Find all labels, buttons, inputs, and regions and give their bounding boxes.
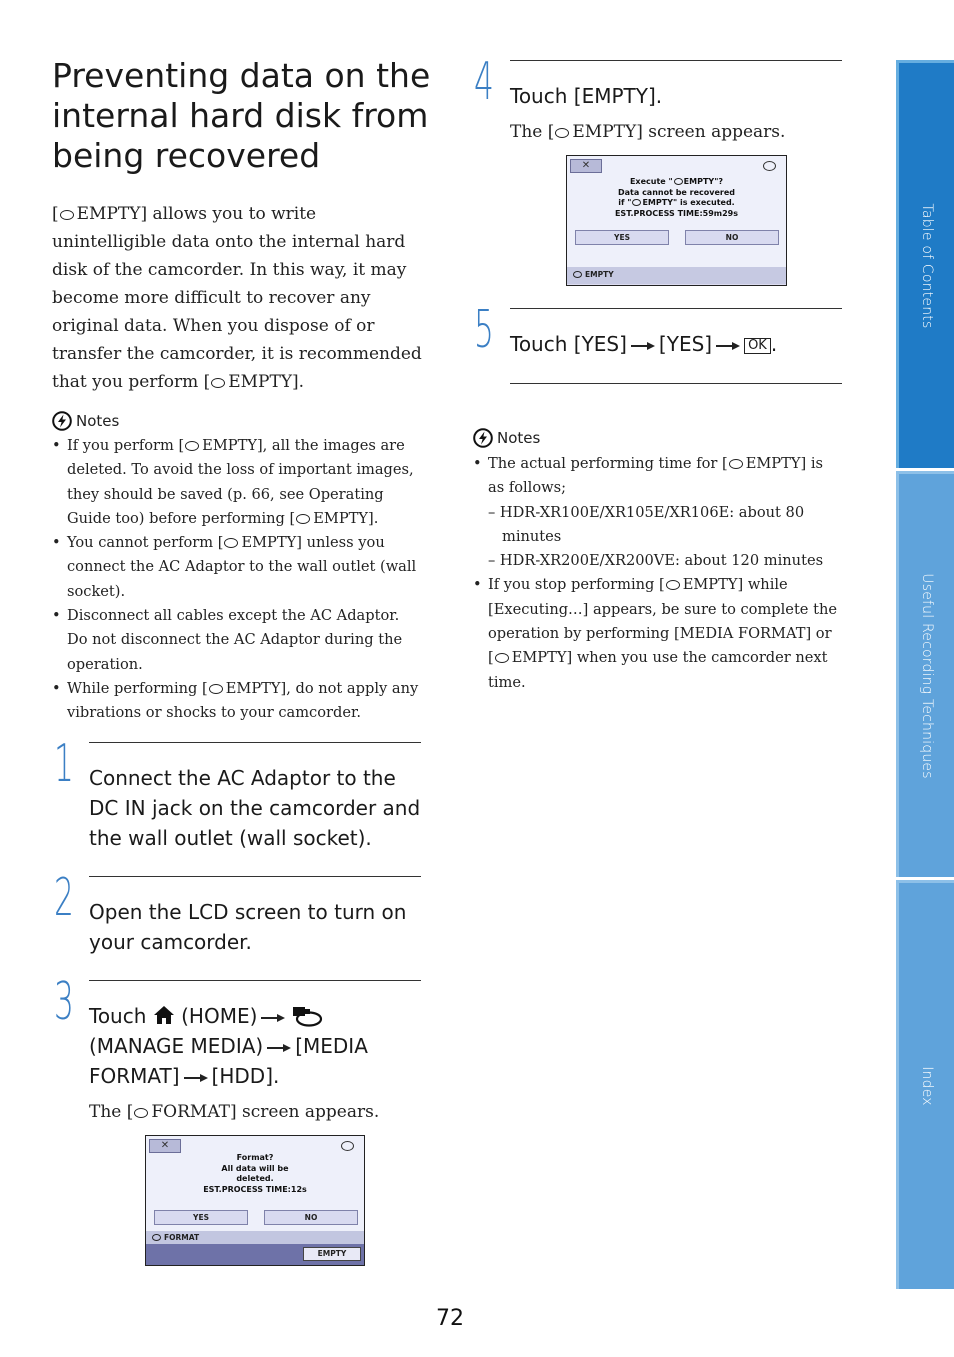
no-button: NO [685, 230, 779, 245]
note-subitem: – HDR-XR100E/XR105E/XR106E: about 80 minutes [488, 503, 805, 545]
manage-media-icon [289, 1005, 323, 1027]
step-4-sub: The [ EMPTY] screen appears. [510, 122, 786, 142]
tab-useful-recording-techniques[interactable] [896, 471, 954, 877]
hdd-icon [134, 1108, 148, 1118]
step-number: 1 [54, 734, 74, 794]
arrow-icon [716, 342, 740, 350]
note-item: • You cannot perform [ EMPTY] unless you connect the AC Adaptor to the wall outlet (wall socket). [52, 531, 420, 604]
arrow-icon [631, 342, 655, 350]
screen-message: Format? All data will be deleted. EST.PROCESS TIME:12s [203, 1153, 307, 1194]
step-divider [89, 980, 421, 981]
intro-paragraph [52, 200, 422, 396]
tab-table-of-contents[interactable] [896, 60, 954, 468]
screen-message: Execute " EMPTY"? Data cannot be recovered if " EMPTY" is executed. EST.PROCESS TIME:59m29s [614, 177, 739, 218]
arrow-icon [261, 1014, 285, 1022]
notes-heading [473, 428, 540, 448]
step-number: 4 [474, 52, 494, 112]
tab-label: Useful Recording Techniques [918, 572, 935, 779]
tab-label: Table of Contents [918, 203, 935, 328]
intro-text: EMPTY]. [228, 372, 305, 392]
step-number: 2 [54, 868, 74, 928]
hdd-icon [224, 538, 238, 548]
yes-button: YES [575, 230, 669, 245]
empty-button: EMPTY [303, 1247, 361, 1261]
hdd-icon [296, 514, 310, 524]
tab-label: Index [918, 1066, 935, 1106]
arrow-icon [267, 1044, 291, 1052]
notes-heading [52, 411, 119, 431]
hdd-icon [555, 128, 569, 138]
title-line: being recovered [52, 136, 321, 175]
screen-status-bar: FORMAT [146, 1231, 364, 1244]
caution-icon [52, 411, 72, 431]
hdd-icon [60, 210, 74, 220]
step-divider [510, 383, 842, 384]
notes-label: Notes [76, 412, 120, 430]
screen-status-bar: EMPTY [567, 267, 786, 284]
notes-list [473, 452, 838, 695]
tab-index[interactable] [896, 880, 954, 1289]
hdd-icon [341, 1141, 354, 1151]
format-screen-image [145, 1135, 365, 1266]
hdd-icon [666, 580, 680, 590]
note-item: • The actual performing time for [ EMPTY] is as follows; – HDR-XR100E/XR105E/XR106E: about 80 minutes – HDR-XR200E/XR200VE: about 120 minutes [473, 452, 838, 573]
notes-label: Notes [497, 429, 541, 447]
title-line: Preventing data on the [52, 56, 431, 95]
note-item: • While performing [ EMPTY], do not apply any vibrations or shocks to your camcorder. [52, 677, 420, 726]
hdd-icon [729, 459, 743, 469]
step-3-text: Touch (HOME) (MANAGE MEDIA) [MEDIA FORMAT] [HDD]. [89, 1004, 368, 1088]
note-item: • Disconnect all cables except the AC Adaptor. Do not disconnect the AC Adaptor during the operation. [52, 604, 420, 677]
ok-button-icon: OK [744, 338, 771, 354]
step-number: 3 [54, 972, 74, 1032]
step-2-text: Open the LCD screen to turn on your camcorder. [89, 900, 407, 954]
step-divider [89, 876, 421, 877]
step-number: 5 [474, 300, 494, 360]
step-divider [510, 308, 842, 309]
hdd-icon [763, 161, 776, 171]
title-line: internal hard disk from [52, 96, 429, 135]
close-icon: ✕ [149, 1139, 181, 1153]
step-5-text: Touch [YES] [YES] OK . [510, 332, 778, 356]
caution-icon [473, 428, 493, 448]
intro-text: EMPTY] allows you to write unintelligible data onto the internal hard disk of the camcorder. In this way, it may become more difficult to recover any original data. When you dispose of or transfer the camcorder, it is recommended that you perform [ [52, 204, 422, 392]
step-1-text: Connect the AC Adaptor to the DC IN jack on the camcorder and the wall outlet (wall socket). [89, 766, 421, 850]
home-icon [153, 1005, 175, 1025]
note-item: • If you stop performing [ EMPTY] while [Executing…] appears, be sure to complete the operation by performing [MEDIA FORMAT] or [ EMPTY] when you use the camcorder next time. [473, 573, 838, 694]
step-4-text: Touch [EMPTY]. [510, 84, 663, 108]
yes-button: YES [154, 1210, 248, 1225]
hdd-icon [185, 441, 199, 451]
hdd-icon [209, 684, 223, 694]
step-3-sub: The [ FORMAT] screen appears. [89, 1102, 380, 1122]
note-subitem: – HDR-XR200E/XR200VE: about 120 minutes [488, 552, 824, 570]
step-divider [510, 60, 842, 61]
page-number: 72 [436, 1306, 464, 1331]
note-item: • If you perform [ EMPTY], all the images are deleted. To avoid the loss of important images, they should be saved (p. 66, see Operating Guide too) before performing [ EMPTY]. [52, 434, 420, 531]
empty-screen-image [566, 155, 787, 286]
page-title [52, 56, 432, 176]
notes-list [52, 434, 420, 726]
close-icon: ✕ [570, 159, 602, 173]
no-button: NO [264, 1210, 358, 1225]
hdd-icon [211, 378, 225, 388]
hdd-icon [495, 653, 509, 663]
step-divider [89, 742, 421, 743]
arrow-icon [184, 1074, 208, 1082]
intro-text: [ [52, 204, 59, 224]
